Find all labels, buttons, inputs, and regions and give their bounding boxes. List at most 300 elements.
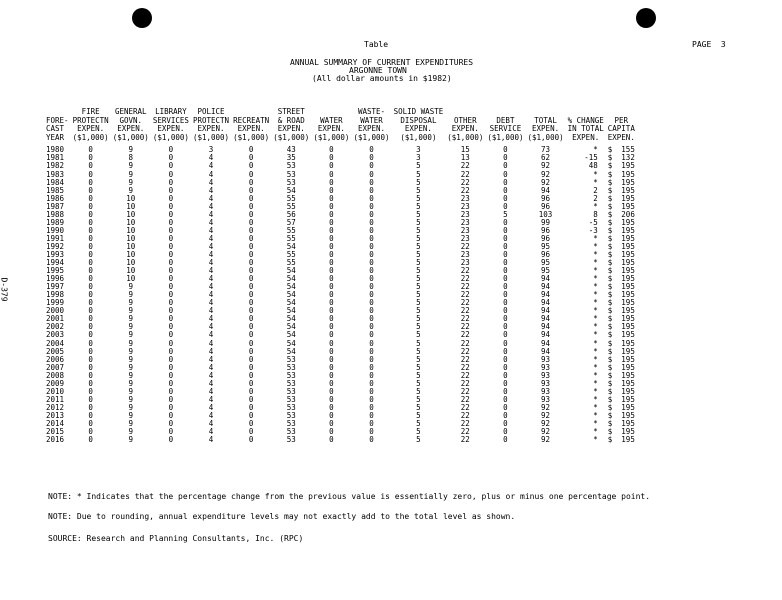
value-cell: 53	[286, 410, 296, 420]
value-cell: 0	[248, 386, 254, 396]
value-cell: 5	[416, 274, 421, 284]
value-cell: 35	[286, 153, 296, 163]
value-cell: 0	[503, 185, 508, 195]
value-cell: 5	[416, 386, 421, 396]
value-cell: 4	[208, 193, 214, 203]
value-cell: 96	[541, 201, 551, 211]
value-cell: 9	[128, 394, 134, 404]
value-cell: 9	[128, 177, 134, 187]
column-header-line: ($1,000)	[313, 132, 350, 142]
value-cell: *	[593, 410, 598, 420]
year-cell: 2005	[46, 346, 65, 356]
value-cell: 95	[541, 241, 551, 251]
value-cell: 5	[416, 306, 421, 316]
value-cell: 5	[416, 201, 421, 211]
value-cell: 4	[208, 290, 214, 300]
value-cell: 0	[168, 185, 174, 195]
value-cell: 9	[128, 290, 134, 300]
value-cell: 0	[369, 378, 374, 388]
value-cell: 9	[128, 330, 134, 340]
value-cell: *	[593, 394, 598, 404]
value-cell: 57	[286, 217, 296, 227]
year-cell: 1981	[46, 153, 65, 163]
column-header-line: WATER	[360, 115, 383, 125]
value-cell: 0	[248, 306, 254, 316]
value-cell: *	[593, 402, 598, 412]
dollar-sign-cell: $	[607, 258, 613, 268]
column-header-line: PROTECTN	[72, 115, 109, 125]
column-header-line: EXPEN.	[77, 124, 105, 134]
value-cell: 9	[128, 410, 134, 420]
column-header	[151, 108, 191, 142]
value-cell: 9	[128, 354, 134, 364]
value-cell: 0	[88, 258, 93, 268]
column-header-line: EXPEN.	[607, 132, 635, 142]
value-cell: 95	[541, 258, 551, 268]
value-cell: 92	[541, 177, 551, 187]
value-cell: 0	[88, 338, 93, 348]
value-cell: 0	[88, 193, 93, 203]
value-cell: 5	[416, 378, 421, 388]
column-header-line: ($1,000)	[353, 132, 390, 142]
value-cell: 0	[168, 217, 174, 227]
value-cell: 195	[621, 427, 635, 437]
value-cell: 93	[541, 378, 551, 388]
dollar-sign-cell: $	[607, 346, 613, 356]
value-cell: 93	[541, 354, 551, 364]
value-cell: 0	[329, 306, 334, 316]
column-header-line: & ROAD	[277, 115, 305, 125]
value-cell: *	[593, 258, 598, 268]
value-cell: 93	[541, 386, 551, 396]
value-cell: 9	[128, 161, 134, 171]
value-cell: 195	[621, 322, 635, 332]
value-cell: 0	[503, 145, 508, 155]
value-cell: 53	[286, 435, 296, 445]
dollar-sign-cell: $	[607, 362, 613, 372]
value-cell: 0	[329, 161, 334, 171]
column-header-line: DISPOSAL	[400, 115, 437, 125]
dollar-sign-cell: $	[607, 193, 613, 203]
value-cell: 10	[126, 258, 136, 268]
value-cell: 9	[128, 314, 134, 324]
value-cell: *	[593, 282, 598, 292]
value-cell: 0	[503, 274, 508, 284]
value-cell: 5	[416, 258, 421, 268]
value-cell: 0	[168, 346, 174, 356]
year-cell: 2015	[46, 427, 65, 437]
value-cell: 0	[248, 169, 254, 179]
value-cell: 0	[369, 177, 374, 187]
value-cell: 4	[208, 217, 214, 227]
year-cell: 1997	[46, 282, 65, 292]
value-cell: 9	[128, 338, 134, 348]
year-cell: 2013	[46, 410, 65, 420]
value-cell: 54	[286, 266, 296, 276]
value-cell: 94	[541, 185, 551, 195]
value-cell: 195	[621, 386, 635, 396]
value-cell: 54	[286, 322, 296, 332]
value-cell: 0	[369, 427, 374, 437]
value-cell: 0	[503, 338, 508, 348]
value-cell: *	[593, 201, 598, 211]
value-cell: 9	[128, 418, 134, 428]
value-cell: 22	[460, 370, 470, 380]
year-cell: 2004	[46, 338, 65, 348]
year-cell: 2006	[46, 354, 65, 364]
value-cell: 73	[541, 145, 551, 155]
value-cell: 53	[286, 418, 296, 428]
value-cell: 55	[286, 193, 296, 203]
value-cell: 0	[88, 435, 93, 445]
value-cell: 92	[541, 427, 551, 437]
year-cell: 1988	[46, 209, 65, 219]
value-cell: 0	[168, 290, 174, 300]
value-cell: 0	[248, 394, 254, 404]
value-cell: 10	[126, 225, 136, 235]
value-cell: 9	[128, 185, 134, 195]
value-cell: 0	[329, 314, 334, 324]
value-cell: 0	[88, 282, 93, 292]
value-cell: 22	[460, 241, 470, 251]
value-cell: 0	[503, 282, 508, 292]
dollar-sign-cell: $	[607, 354, 613, 364]
value-cell: 0	[329, 177, 334, 187]
value-cell: 0	[88, 370, 93, 380]
value-cell: 195	[621, 354, 635, 364]
value-cell: 195	[621, 410, 635, 420]
value-cell: 53	[286, 354, 296, 364]
value-cell: 54	[286, 338, 296, 348]
year-cell: 2007	[46, 362, 65, 372]
value-cell: 0	[248, 427, 254, 437]
value-cell: 5	[416, 282, 421, 292]
value-cell: 22	[460, 298, 470, 308]
column-header-line: ($1,000)	[487, 132, 524, 142]
value-cell: 94	[541, 274, 551, 284]
value-cell: 195	[621, 435, 635, 445]
value-cell: 0	[503, 153, 508, 163]
year-cell: 1983	[46, 169, 65, 179]
value-cell: 0	[248, 274, 254, 284]
value-cell: 22	[460, 354, 470, 364]
note-asterisk: NOTE: * Indicates that the percentage change from the previous value is essentially zero, plus or minus one percentage point.	[48, 492, 651, 501]
value-cell: 22	[460, 378, 470, 388]
column-header-line: TOTAL	[534, 115, 557, 125]
value-cell: 0	[168, 258, 174, 268]
column-header-line: FIRE	[81, 107, 100, 116]
value-cell: 92	[541, 410, 551, 420]
value-cell: 0	[329, 266, 334, 276]
value-cell: *	[593, 314, 598, 324]
value-cell: 132	[621, 153, 635, 163]
value-cell: 94	[541, 346, 551, 356]
dollar-sign-cell: $	[607, 177, 613, 187]
dollar-sign-cell: $	[607, 330, 613, 340]
dollar-sign-cell: $	[607, 209, 613, 219]
value-cell: 0	[248, 161, 254, 171]
value-cell: 0	[248, 346, 254, 356]
value-cell: 54	[286, 298, 296, 308]
value-cell: 23	[460, 249, 470, 259]
dollar-sign-cell: $	[607, 241, 613, 251]
value-cell: 4	[208, 370, 214, 380]
value-cell: 5	[416, 266, 421, 276]
table-header	[44, 108, 637, 142]
value-cell: 0	[503, 298, 508, 308]
value-cell: 22	[460, 274, 470, 284]
value-cell: 22	[460, 161, 470, 171]
year-cell: 1992	[46, 241, 65, 251]
value-cell: 4	[208, 346, 214, 356]
column-header-line: OTHER	[454, 115, 477, 125]
value-cell: 0	[329, 233, 334, 243]
value-cell: 0	[248, 282, 254, 292]
value-cell: 5	[416, 354, 421, 364]
value-cell: 0	[88, 153, 93, 163]
value-cell: 0	[503, 169, 508, 179]
value-cell: 92	[541, 418, 551, 428]
value-cell: 0	[88, 330, 93, 340]
value-cell: *	[593, 378, 598, 388]
value-cell: 5	[416, 290, 421, 300]
value-cell: 0	[168, 378, 174, 388]
dollar-sign-cell: $	[607, 153, 613, 163]
value-cell: -5	[588, 217, 598, 227]
value-cell: 0	[248, 354, 254, 364]
value-cell: 5	[416, 241, 421, 251]
dollar-sign-cell: $	[607, 418, 613, 428]
value-cell: 4	[208, 225, 214, 235]
value-cell: 5	[416, 169, 421, 179]
value-cell: 0	[329, 217, 334, 227]
value-cell: 9	[128, 402, 134, 412]
dollar-sign-cell: $	[607, 282, 613, 292]
value-cell: *	[593, 177, 598, 187]
value-cell: 0	[503, 249, 508, 259]
value-cell: 0	[248, 225, 254, 235]
value-cell: 9	[128, 362, 134, 372]
column-header-line: SOLID WASTE	[393, 107, 444, 116]
value-cell: 195	[621, 217, 635, 227]
value-cell: 5	[416, 427, 421, 437]
value-cell: 94	[541, 338, 551, 348]
value-cell: 53	[286, 378, 296, 388]
value-cell: 5	[416, 362, 421, 372]
value-cell: 43	[286, 145, 296, 155]
value-cell: 0	[168, 298, 174, 308]
value-cell: 4	[208, 386, 214, 396]
note-rounding: NOTE: Due to rounding, annual expenditure levels may not exactly add to the total level as shown.	[48, 512, 516, 521]
value-cell: 53	[286, 402, 296, 412]
value-cell: 55	[286, 225, 296, 235]
value-cell: 0	[369, 153, 374, 163]
column-header-line: ($1,000)	[192, 132, 230, 142]
year-cell: 1987	[46, 201, 65, 211]
value-cell: 55	[286, 258, 296, 268]
value-cell: 0	[168, 249, 174, 259]
value-cell: 0	[369, 362, 374, 372]
dollar-sign-cell: $	[607, 266, 613, 276]
value-cell: 23	[460, 225, 470, 235]
year-cell: 1996	[46, 274, 65, 284]
value-cell: 0	[329, 249, 334, 259]
column-header-line: LIBRARY	[155, 107, 187, 116]
dollar-sign-cell: $	[607, 249, 613, 259]
value-cell: 0	[369, 386, 374, 396]
column-header	[392, 108, 446, 142]
value-cell: 0	[329, 241, 334, 251]
value-cell: 4	[208, 241, 214, 251]
column-header-line: FORE-	[46, 115, 69, 125]
value-cell: 5	[416, 193, 421, 203]
value-cell: 0	[168, 169, 174, 179]
value-cell: 195	[621, 233, 635, 243]
value-cell: 0	[168, 370, 174, 380]
dollar-sign-cell: $	[607, 306, 613, 316]
value-cell: 23	[460, 217, 470, 227]
value-cell: 0	[503, 435, 508, 445]
value-cell: 0	[329, 209, 334, 219]
value-cell: 5	[416, 177, 421, 187]
column-header-line: GOVN.	[119, 115, 143, 125]
value-cell: 0	[248, 418, 254, 428]
value-cell: 13	[460, 153, 470, 163]
value-cell: 0	[88, 427, 93, 437]
value-cell: 53	[286, 161, 296, 171]
value-cell: *	[593, 249, 598, 259]
value-cell: 0	[248, 266, 254, 276]
dollar-sign-cell: $	[607, 427, 613, 437]
column-header-line: EXPEN.	[157, 124, 185, 134]
year-cell: 2001	[46, 314, 65, 324]
column-header-line: STREET	[277, 107, 305, 116]
dollar-sign-cell: $	[607, 217, 613, 227]
value-cell: 22	[460, 386, 470, 396]
value-cell: 0	[88, 217, 93, 227]
value-cell: 0	[248, 338, 254, 348]
value-cell: *	[593, 241, 598, 251]
value-cell: 5	[416, 298, 421, 308]
value-cell: 4	[208, 354, 214, 364]
value-cell: 55	[286, 233, 296, 243]
value-cell: 4	[208, 402, 214, 412]
header-row	[44, 108, 637, 142]
value-cell: 92	[541, 435, 551, 445]
value-cell: 0	[503, 402, 508, 412]
value-cell: 53	[286, 177, 296, 187]
value-cell: 155	[621, 145, 635, 155]
value-cell: 5	[416, 418, 421, 428]
value-cell: 0	[329, 378, 334, 388]
value-cell: 92	[541, 402, 551, 412]
value-cell: 0	[369, 185, 374, 195]
value-cell: 22	[460, 314, 470, 324]
value-cell: 15	[460, 145, 470, 155]
dollar-sign-cell: $	[607, 169, 613, 179]
value-cell: 0	[248, 290, 254, 300]
value-cell: 4	[208, 394, 214, 404]
value-cell: 0	[369, 169, 374, 179]
value-cell: 0	[329, 185, 334, 195]
value-cell: 0	[88, 378, 93, 388]
value-cell: 195	[621, 362, 635, 372]
value-cell: 0	[329, 427, 334, 437]
value-cell: 23	[460, 201, 470, 211]
value-cell: 0	[329, 290, 334, 300]
value-cell: 0	[329, 354, 334, 364]
value-cell: 195	[621, 169, 635, 179]
value-cell: 0	[168, 354, 174, 364]
value-cell: *	[593, 233, 598, 243]
value-cell: 195	[621, 338, 635, 348]
dollar-sign-cell: $	[607, 314, 613, 324]
column-header	[111, 108, 151, 142]
value-cell: 0	[248, 435, 254, 445]
value-cell: 0	[248, 314, 254, 324]
dollar-sign-cell: $	[607, 274, 613, 284]
value-cell: 0	[248, 193, 254, 203]
value-cell: 0	[369, 266, 374, 276]
value-cell: 0	[329, 330, 334, 340]
dollar-sign-cell: $	[607, 298, 613, 308]
value-cell: 0	[329, 370, 334, 380]
value-cell: 0	[503, 225, 508, 235]
value-cell: *	[593, 435, 598, 445]
value-cell: 0	[88, 249, 93, 259]
value-cell: 4	[208, 233, 214, 243]
value-cell: 0	[88, 233, 93, 243]
year-cell: 1985	[46, 185, 65, 195]
value-cell: 0	[168, 306, 174, 316]
column-header-line: EXPEN.	[532, 124, 560, 134]
value-cell: 0	[369, 225, 374, 235]
dollar-sign-cell: $	[607, 378, 613, 388]
value-cell: 0	[88, 298, 93, 308]
value-cell: 9	[128, 435, 134, 445]
value-cell: 0	[503, 161, 508, 171]
value-cell: 4	[208, 177, 214, 187]
value-cell: 195	[621, 378, 635, 388]
column-header-line: EXPEN.	[451, 124, 479, 134]
value-cell: 0	[369, 322, 374, 332]
column-header-line: SERVICES	[152, 115, 189, 125]
value-cell: 0	[369, 338, 374, 348]
value-cell: *	[593, 346, 598, 356]
value-cell: 4	[208, 266, 214, 276]
value-cell: 206	[621, 209, 635, 219]
value-cell: 9	[128, 378, 134, 388]
column-header	[351, 108, 391, 142]
value-cell: 4	[208, 274, 214, 284]
dollar-sign-cell: $	[607, 322, 613, 332]
value-cell: 0	[88, 402, 93, 412]
value-cell: 0	[329, 201, 334, 211]
value-cell: 0	[168, 386, 174, 396]
value-cell: 0	[248, 322, 254, 332]
value-cell: 54	[286, 282, 296, 292]
value-cell: 195	[621, 161, 635, 171]
value-cell: 195	[621, 193, 635, 203]
value-cell: 5	[416, 435, 421, 445]
value-cell: 10	[126, 209, 136, 219]
value-cell: 0	[168, 314, 174, 324]
value-cell: 0	[329, 258, 334, 268]
value-cell: 0	[329, 418, 334, 428]
year-cell: 1995	[46, 266, 65, 276]
value-cell: 22	[460, 330, 470, 340]
value-cell: 99	[541, 217, 551, 227]
